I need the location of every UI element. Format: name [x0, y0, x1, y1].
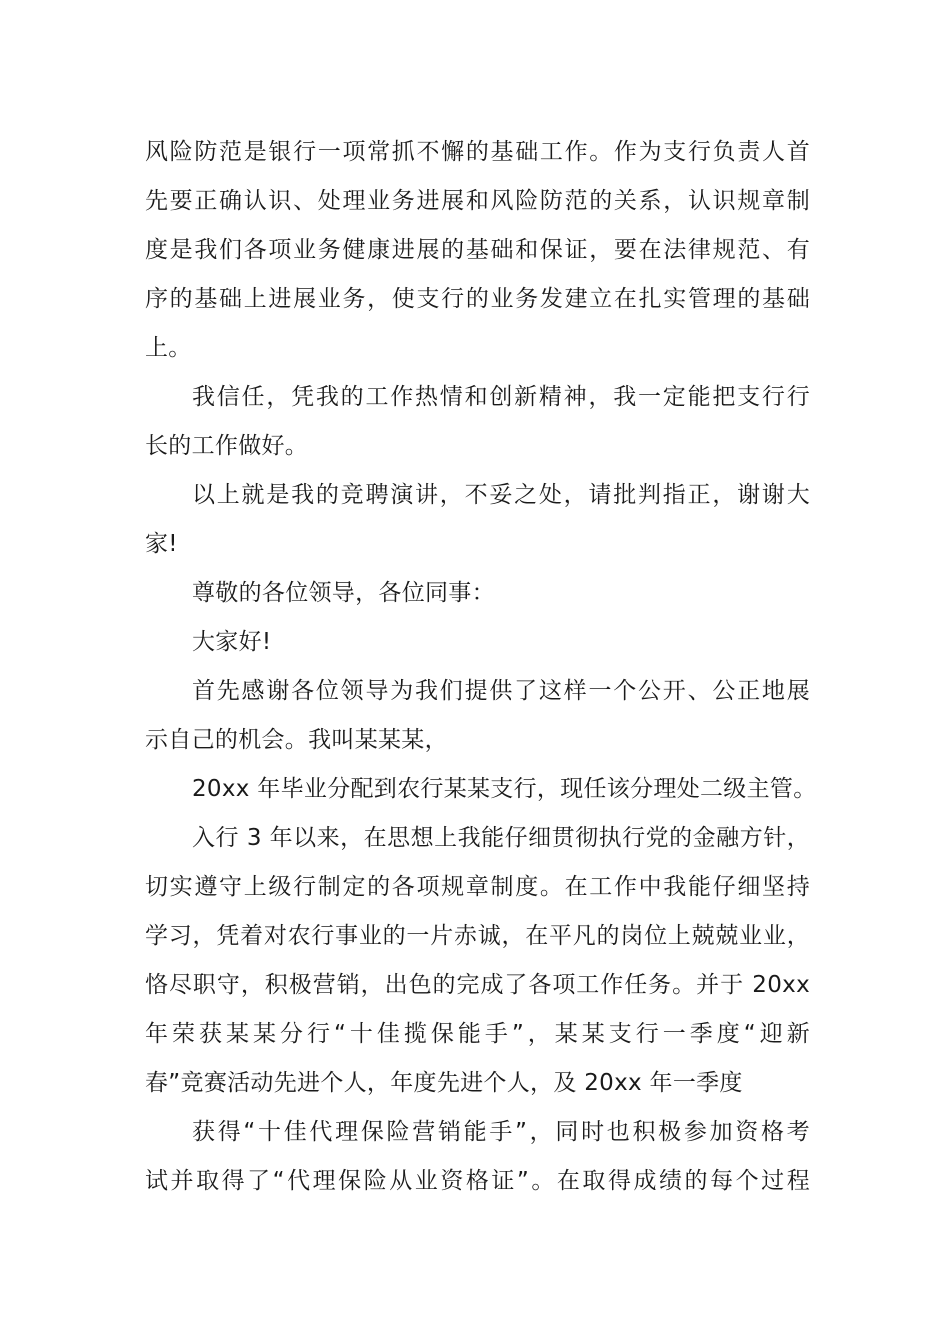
- text-line: 家!: [145, 531, 178, 557]
- text-line: 切实遵守上级行制定的各项规章制度。在工作中我能仔细坚持: [145, 874, 810, 900]
- text-line: 风险防范是银行一项常抓不懈的基础工作。作为支行负责人首: [145, 139, 810, 165]
- text-line: 度是我们各项业务健康进展的基础和保证，要在法律规范、有: [145, 237, 810, 263]
- text-line: 上。: [145, 335, 192, 361]
- text-line: 入行 3 年以来，在思想上我能仔细贯彻执行党的金融方针，: [192, 825, 810, 851]
- text-line: 恪尽职守，积极营销，出色的完成了各项工作任务。并于 20xx: [145, 972, 810, 998]
- text-line: 学习，凭着对农行事业的一片赤诚，在平凡的岗位上兢兢业业，: [145, 923, 810, 949]
- text-line: 先要正确认识、处理业务进展和风险防范的关系，认识规章制: [145, 188, 810, 214]
- text-line: 大家好!: [192, 629, 272, 655]
- document-body: [145, 128, 817, 1206]
- text-line: 尊敬的各位领导，各位同事：: [192, 580, 495, 606]
- text-line: 我信任，凭我的工作热情和创新精神，我一定能把支行行: [192, 384, 810, 410]
- text-line: 20xx 年毕业分配到农行某某支行，现任该分理处二级主管。: [192, 776, 817, 802]
- text-line: 序的基础上进展业务，使支行的业务发建立在扎实管理的基础: [145, 286, 810, 312]
- text-line: 长的工作做好。: [145, 433, 309, 459]
- text-line: 示自己的机会。我叫某某某，: [145, 727, 448, 753]
- text-line: 首先感谢各位领导为我们提供了这样一个公开、公正地展: [192, 678, 810, 704]
- text-line: 获得“十佳代理保险营销能手”，同时也积极参加资格考: [192, 1119, 810, 1145]
- text-line: 以上就是我的竞聘演讲，不妥之处，请批判指正，谢谢大: [192, 482, 810, 508]
- text-line: 年荣获某某分行“十佳揽保能手”，某某支行一季度“迎新: [145, 1021, 810, 1047]
- text-line: 春”竞赛活动先进个人，年度先进个人，及 20xx 年一季度: [145, 1070, 743, 1096]
- text-line: 试并取得了“代理保险从业资格证”。在取得成绩的每个过程: [145, 1168, 810, 1194]
